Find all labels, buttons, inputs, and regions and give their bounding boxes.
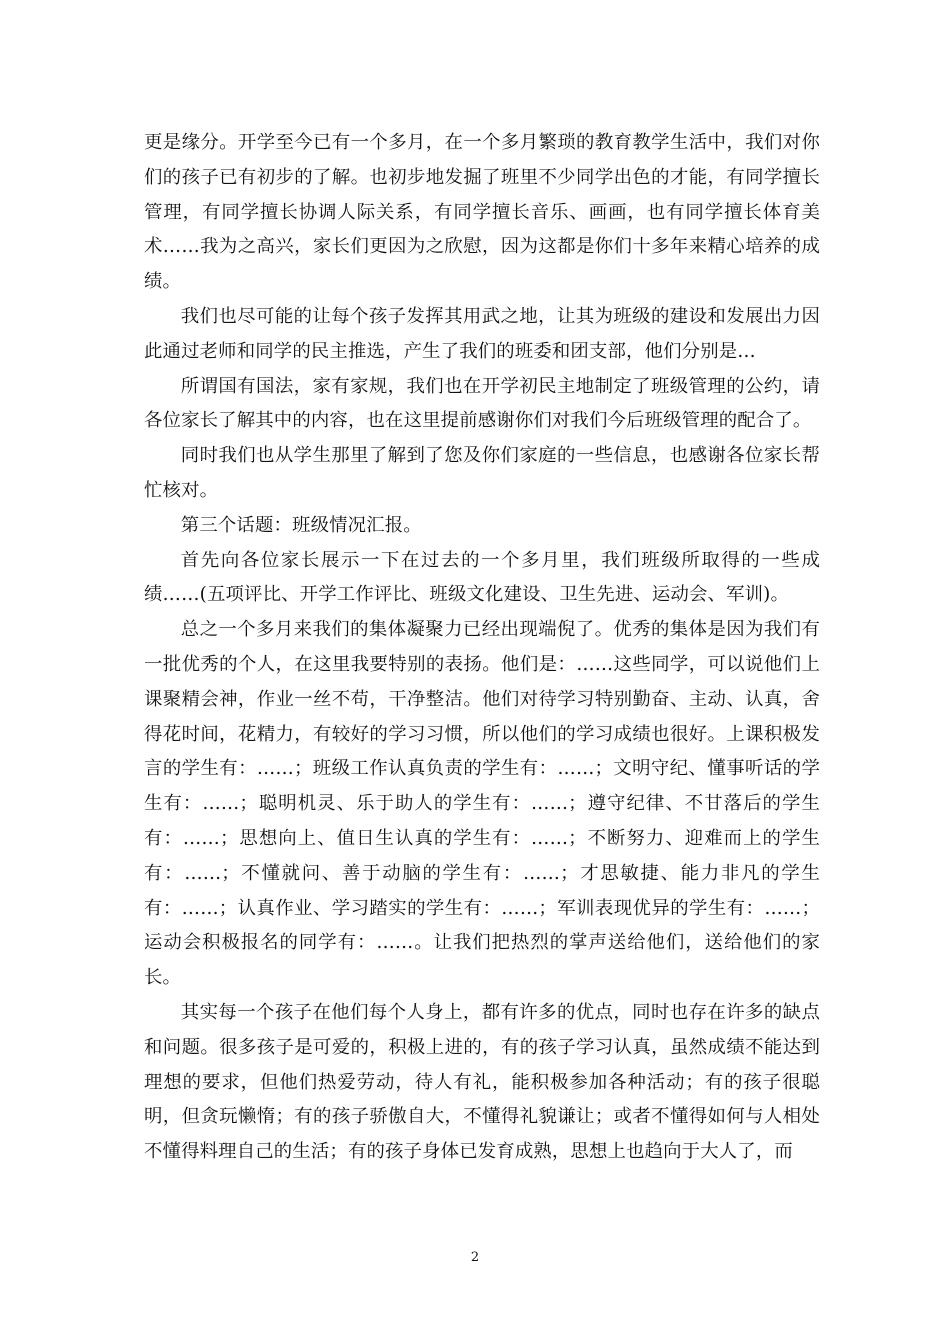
paragraph: 所谓国有国法，家有家规，我们也在开学初民主地制定了班级管理的公约，请各位家长了解其中的内容，也在这里提前感谢你们对我们今后班级管理的配合了。: [144, 375, 820, 432]
paragraph: 首先向各位家长展示一下在过去的一个多月里，我们班级所取得的一些成绩……(五项评比、开学工作评比、班级文化建设、卫生先进、运动会、军训)。: [144, 549, 820, 606]
paragraph: 更是缘分。开学至今已有一个多月，在一个多月繁琐的教育教学生活中，我们对你们的孩子已有初步的了解。也初步地发掘了班里不少同学出色的才能，有同学擅长管理，有同学擅长协调人际关系，有同学擅长音乐、画画，也有同学擅长体育美术……我为之高兴，家长们更因为之欣慰，因为这都是你们十多年来精心培养的成绩。: [144, 132, 820, 293]
paragraph: 总之一个多月来我们的集体凝聚力已经出现端倪了。优秀的集体是因为我们有一批优秀的个人，在这里我要特别的表扬。他们是：……这些同学，可以说他们上课聚精会神，作业一丝不苟，干净整洁。他们对待学习特别勤奋、主动、认真，舍得花时间，花精力，有较好的学习习惯，所以他们的学习成绩也很好。上课积极发言的学生有：……；班级工作认真负责的学生有：……；文明守纪、懂事听话的学生有：……；聪明机灵、乐于助人的学生有：……；遵守纪律、不甘落后的学生有：……；思想向上、值日生认真的学生有：……；不断努力、迎难而上的学生有：……；不懂就问、善于动脑的学生有：……；才思敏捷、能力非凡的学生有：……；认真作业、学习踏实的学生有：……；军训表现优异的学生有：……；运动会积极报名的同学有：……。让我们把热烈的掌声送给他们，送给他们的家长。: [144, 619, 820, 989]
section-heading-paragraph: 第三个话题：班级情况汇报。: [180, 514, 422, 536]
paragraph: 同时我们也从学生那里了解到了您及你们家庭的一些信息，也感谢各位家长帮忙核对。: [144, 445, 820, 501]
page-number: 2: [470, 1250, 480, 1265]
paragraph: 其实每一个孩子在他们每个人身上，都有许多的优点，同时也存在许多的缺点和问题。很多孩子是可爱的，积极上进的，有的孩子学习认真，虽然成绩不能达到理想的要求，但他们热爱劳动，待人有礼，能积极参加各种活动；有的孩子很聪明，但贪玩懒惰；有的孩子骄傲自大，不懂得礼貌谦让；或者不懂得如何与人相处不懂得料理自己的生活；有的孩子身体已发育成熟，思想上也趋向于大人了，而: [144, 1001, 820, 1163]
document-body: [144, 126, 820, 1170]
paragraph: 我们也尽可能的让每个孩子发挥其用武之地，让其为班级的建设和发展出力因此通过老师和同学的民主推选，产生了我们的班委和团支部，他们分别是…: [144, 305, 820, 362]
